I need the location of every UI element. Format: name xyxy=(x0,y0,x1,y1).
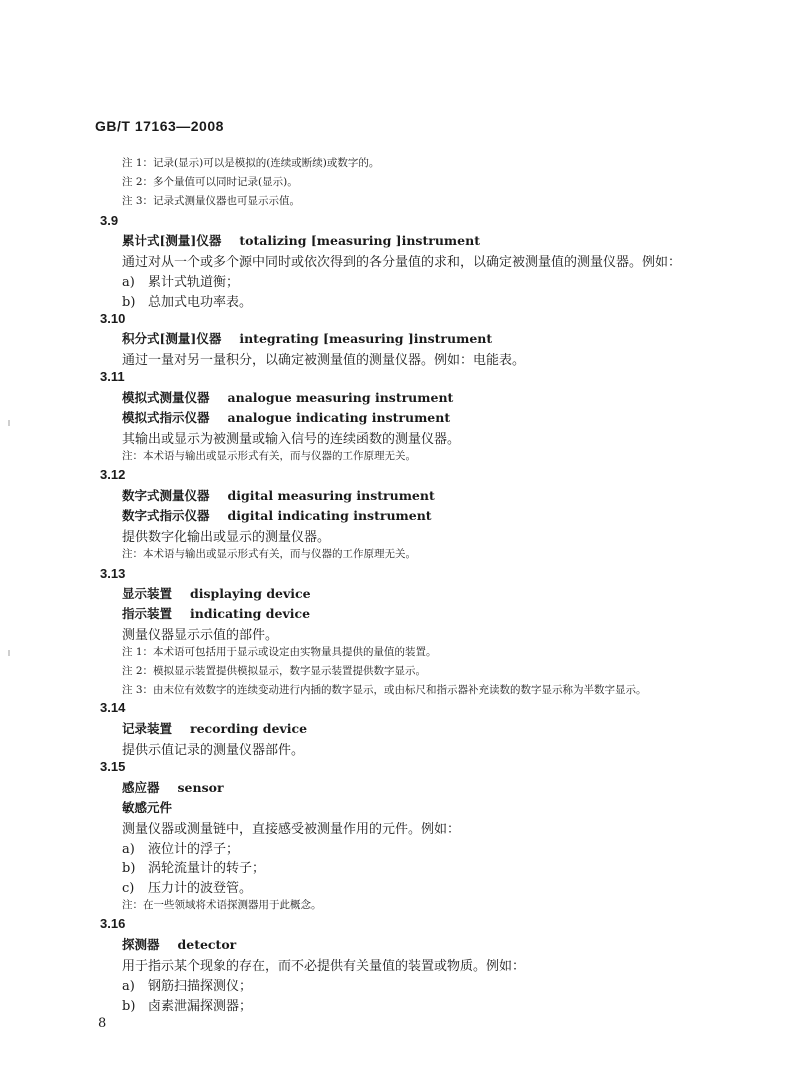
definition-text: 通过一量对另一量积分，以确定被测量值的测量仪器。例如：电能表。 xyxy=(122,353,526,368)
list-item xyxy=(122,857,265,876)
term-chinese: 感应器 xyxy=(122,780,160,795)
list-item xyxy=(122,975,252,994)
note-text: 注 1：记录(显示)可以是模拟的(连续或断续)或数字的。 xyxy=(122,157,380,169)
list-item-label: a) xyxy=(122,979,135,994)
clause-number: 3.11 xyxy=(100,369,125,384)
term-line xyxy=(122,231,480,249)
term-line xyxy=(122,719,307,737)
term-english: displaying device xyxy=(190,586,311,601)
list-item-label: b) xyxy=(122,861,136,876)
term-chinese: 数字式指示仪器 xyxy=(122,508,210,523)
term-chinese: 数字式测量仪器 xyxy=(122,488,210,503)
scan-mark xyxy=(8,420,10,426)
term-line xyxy=(122,408,450,426)
term-chinese: 累计式[测量]仪器 xyxy=(122,233,222,248)
list-item-label: b) xyxy=(122,999,136,1014)
term-line xyxy=(122,798,172,816)
list-item xyxy=(122,271,239,290)
list-item xyxy=(122,877,252,896)
clause-number: 3.13 xyxy=(100,566,126,581)
clause-number: 3.14 xyxy=(100,700,126,715)
definition-text: 通过对从一个或多个源中同时或依次得到的各分量值的求和，以确定被测量值的测量仪器。例如： xyxy=(122,255,682,270)
definition-text: 提供数字化输出或显示的测量仪器。 xyxy=(122,530,331,545)
term-chinese: 指示装置 xyxy=(122,606,173,621)
clause-number: 3.9 xyxy=(100,213,119,228)
note-text: 注：在一些领域将术语探测器用于此概念。 xyxy=(122,899,322,911)
term-chinese: 显示装置 xyxy=(122,586,173,601)
list-item-text: 总加式电功率表。 xyxy=(148,295,253,310)
note-text: 注 1：本术语可包括用于显示或设定由实物量具提供的量值的装置。 xyxy=(122,646,437,658)
definition-text: 用于指示某个现象的存在，而不必提供有关量值的装置或物质。例如： xyxy=(122,959,526,974)
list-item-text: 卤素泄漏探测器； xyxy=(148,999,253,1014)
term-english: integrating [measuring ]instrument xyxy=(239,331,493,346)
list-item-text: 钢筋扫描探测仪； xyxy=(148,979,253,994)
list-item-label: b) xyxy=(122,295,136,310)
term-english: recording device xyxy=(190,721,308,736)
list-item-label: c) xyxy=(122,881,135,896)
page-number: 8 xyxy=(98,1016,107,1031)
definition-text: 提供示值记录的测量仪器部件。 xyxy=(122,743,305,758)
term-english: detector xyxy=(177,937,237,952)
note-text: 注：本术语与输出或显示形式有关，而与仪器的工作原理无关。 xyxy=(122,450,416,462)
term-line xyxy=(122,329,492,347)
term-line xyxy=(122,604,310,622)
term-chinese: 模拟式测量仪器 xyxy=(122,390,210,405)
clause-number: 3.15 xyxy=(100,759,126,774)
list-item xyxy=(122,291,252,310)
scan-mark xyxy=(8,650,10,656)
term-line xyxy=(122,584,311,602)
list-item xyxy=(122,838,239,857)
list-item-label: a) xyxy=(122,842,135,857)
clause-number: 3.16 xyxy=(100,916,126,931)
note-text: 注 2：多个量值可以同时记录(显示)。 xyxy=(122,176,298,188)
definition-text: 测量仪器显示示值的部件。 xyxy=(122,628,279,643)
term-chinese: 积分式[测量]仪器 xyxy=(122,331,222,346)
term-line xyxy=(122,778,224,796)
term-line xyxy=(122,486,435,504)
term-english: analogue measuring instrument xyxy=(227,390,454,405)
list-item-text: 压力计的波登管。 xyxy=(148,881,253,896)
term-chinese: 探测器 xyxy=(122,937,160,952)
term-line xyxy=(122,388,453,406)
standard-header: GB/T 17163—2008 xyxy=(95,118,224,134)
term-english: analogue indicating instrument xyxy=(227,410,451,425)
note-text: 注 3：记录式测量仪器也可显示示值。 xyxy=(122,195,301,207)
term-line xyxy=(122,935,236,953)
term-english: digital measuring instrument xyxy=(227,488,435,503)
note-text: 注 2：模拟显示装置提供模拟显示，数字显示装置提供数字显示。 xyxy=(122,665,427,677)
clause-number: 3.12 xyxy=(100,467,126,482)
term-chinese: 记录装置 xyxy=(122,721,173,736)
definition-text: 测量仪器或测量链中，直接感受被测量作用的元件。例如： xyxy=(122,822,461,837)
list-item-text: 涡轮流量计的转子； xyxy=(148,861,266,876)
list-item xyxy=(122,995,252,1014)
definition-text: 其输出或显示为被测量或输入信号的连续函数的测量仪器。 xyxy=(122,432,461,447)
term-english: sensor xyxy=(177,780,224,795)
term-english: digital indicating instrument xyxy=(227,508,432,523)
note-text: 注 3：由末位有效数字的连续变动进行内插的数字显示，或由标尺和指示器补充读数的数字显示称为半数字显示。 xyxy=(122,684,647,696)
term-chinese: 敏感元件 xyxy=(122,800,173,815)
term-line xyxy=(122,506,432,524)
term-english: indicating device xyxy=(190,606,311,621)
list-item-label: a) xyxy=(122,275,135,290)
term-chinese: 模拟式指示仪器 xyxy=(122,410,210,425)
list-item-text: 累计式轨道衡； xyxy=(148,275,240,290)
clause-number: 3.10 xyxy=(100,311,126,326)
term-english: totalizing [measuring ]instrument xyxy=(239,233,480,248)
list-item-text: 液位计的浮子； xyxy=(148,842,240,857)
note-text: 注：本术语与输出或显示形式有关，而与仪器的工作原理无关。 xyxy=(122,548,416,560)
